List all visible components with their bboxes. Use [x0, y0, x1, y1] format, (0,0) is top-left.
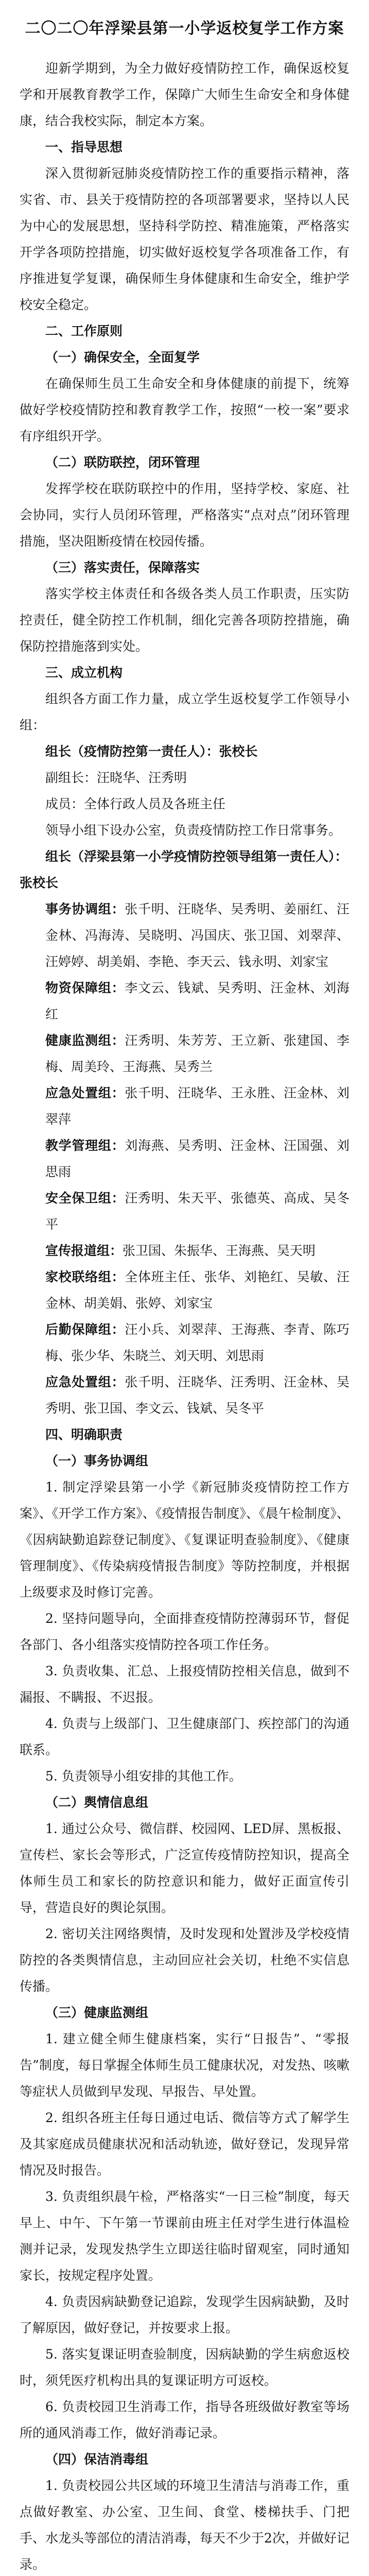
duty-item: 4. 负责因病缺勤登记追踪，发现学生因病缺勤，及时了解原因，做好登记，并按要求上报。 [20, 2294, 349, 2335]
role-label: 安全保卫组： [45, 1191, 125, 1206]
principle-1-heading: （一）确保安全，全面复学 [45, 350, 200, 365]
role-label: 家校联络组： [45, 1269, 125, 1284]
principle-3-text: 落实学校主体责任和各级各类人员工作职责，压实防控责任，健全防控工作机制，细化完善各项防控措施，确保防控措施落到实处。 [20, 586, 349, 654]
duty-item: 1. 通过公众号、微信群、校园网、LED屏、黑板报、宣传栏、家长会等形式，广泛宣传疫情防控知识，提高全体师生员工和家长的防控意识和能力，做好正面宣传引导，营造良好的舆论氛围。 [20, 1821, 349, 1915]
role-label: 物资保障组： [45, 980, 125, 995]
section-heading-3: 三、成立机构 [45, 665, 123, 680]
role-members: 全体班主任、张华、刘艳红、吴敏、汪金林、胡美娟、张婷、刘家宝 [45, 1269, 349, 1311]
org-deputy: 副组长：汪晓华、汪秀明 [45, 770, 187, 785]
role-members: 汪秀明、朱芳芳、王立新、张建国、李梅、周美玲、王海燕、吴秀兰 [45, 1033, 349, 1074]
duty-item: 3. 负责收集、汇总、上报疫情防控相关信息，做到不漏报、不瞒报、不迟报。 [20, 1664, 349, 1705]
role-members: 汪小兵、刘翠萍、王海燕、李青、陈巧梅、张少华、朱晓兰、刘天明、刘思雨 [45, 1322, 349, 1363]
duty-item: 5. 负责领导小组安排的其他工作。 [45, 1769, 242, 1784]
org-members: 成员：全体行政人员及各班主任 [45, 796, 226, 811]
principle-1-text: 在确保师生员工生命安全和身体健康的前提下，统筹做好学校疫情防控和教育教学工作，按照“一校一案”要求有序组织开学。 [20, 376, 349, 444]
role-label: 教学管理组： [45, 1138, 125, 1153]
role-members: 张千明、汪晓华、王永胜、汪金林、刘翠萍 [45, 1086, 349, 1127]
duty-heading-publicity: （二）舆情信息组 [45, 1795, 149, 1810]
org-office: 领导小组下设办公室，负责疫情防控工作日常事务。 [45, 823, 342, 838]
role-line [20, 1132, 349, 1185]
duty-item: 3. 负责组织晨午检，严格落实“一日三检”制度，每天早上、中午、下午第一节课前由班主任对学生进行体温检测并记录，发现发热学生立即送往临时留观室，同时通知家长，按规定程序处置。 [20, 2189, 349, 2283]
role-label: 应急处置组： [45, 1086, 125, 1100]
role-line [20, 1027, 349, 1080]
role-line [20, 1238, 349, 1264]
role-line [20, 1080, 349, 1132]
principle-2-text: 发挥学校在联防联控中的作用，坚持学校、家庭、社会协同，实行人员闭环管理，严格落实“点对点”闭环管理措施，坚决阻断疫情在校园传播。 [20, 481, 349, 549]
duty-item: 1. 制定浮梁县第一小学《新冠肺炎疫情防控工作方案》、《开学工作方案》、《疫情报告制度》、《晨午检制度》、《因病缺勤追踪登记制度》、《复课证明查验制度》、《健康管理制度》、《传染病疫情报告制度》等防控制度，并根据上级要求及时修订完善。 [20, 1480, 349, 1600]
intro-paragraph: 迎新学期到，为全力做好疫情防控工作，确保返校复学和开展教育教学工作，保障广大师生生命安全和身体健康，结合我校实际，制定本方案。 [20, 61, 349, 128]
role-line [20, 1185, 349, 1238]
duty-item: 6. 负责校园卫生消毒工作，指导各班级做好教室等场所的通风消毒工作，做好消毒记录。 [20, 2399, 349, 2441]
role-members: 李文云、钱斌、吴秀明、汪金林、刘海红 [45, 980, 349, 1022]
duty-item: 2. 坚持问题导向，全面排查疫情防控薄弱环节，督促各部门、各小组落实疫情防控各项工作任务。 [20, 1611, 349, 1652]
role-members: 张千明、汪晓华、吴秀明、姜丽红、汪金林、冯海涛、吴晓明、冯国庆、张卫国、刘翠萍、汪婷婷、胡美娟、李艳、李天云、钱永明、刘家宝 [45, 902, 349, 969]
duty-heading-health: （三）健康监测组 [45, 2005, 149, 2020]
section-1-text: 深入贯彻新冠肺炎疫情防控工作的重要指示精神，落实省、市、县关于疫情防控的各项部署要求，坚持以人民为中心的发展思想，坚持科学防控、精准施策，严格落实开学各项防控措施，切实做好返校复学各项准备工作，有序推进复学复课，确保师生身体健康和生命安全，维护学校安全稳定。 [20, 166, 349, 312]
org-intro: 组织各方面工作力量，成立学生返校复学工作领导小组： [20, 691, 349, 733]
section-heading-2: 二、工作原则 [45, 324, 123, 338]
role-members: 张千明、汪晓华、汪秀明、汪金林、吴秀明、张卫国、李文云、钱斌、吴冬平 [45, 1375, 349, 1416]
role-members: 张卫国、朱振华、王海燕、吴天明 [122, 1243, 316, 1258]
role-members: 汪秀明、朱天平、张德英、高成、吴冬平 [45, 1191, 349, 1232]
section-heading-1: 一、指导思想 [45, 140, 123, 155]
role-members: 刘海燕、吴秀明、汪金林、汪国强、刘思雨 [45, 1138, 349, 1179]
role-line [20, 1264, 349, 1316]
principle-2-heading: （二）联防联控，闭环管理 [45, 455, 200, 470]
duty-item: 2. 组织各班主任每日通过电话、微信等方式了解学生及其家庭成员健康状况和活动轨迹，做好登记，发现异常情况及时报告。 [20, 2110, 349, 2178]
principle-3-heading: （三）落实责任，保障落实 [45, 560, 200, 575]
section-heading-4: 四、明确职责 [45, 1427, 123, 1442]
org-leader: 组长（疫情防控第一责任人）：张校长 [45, 744, 258, 759]
duty-item: 1. 建立健全师生健康档案，实行“日报告”、“零报告”制度，每日掌握全体师生员工健康状况，对发热、咳嗽等症状人员做到早发现、早报告、早处置。 [20, 2031, 349, 2099]
role-label: 健康监测组： [45, 1033, 125, 1048]
doc-title: 二〇二〇年浮梁县第一小学返校复学工作方案 [25, 20, 344, 38]
duty-item: 2. 密切关注网络舆情，及时发现和处置涉及学校疫情防控的各类舆情信息，主动回应社会关切，杜绝不实信息传播。 [20, 1926, 349, 1994]
duty-heading-coordination: （一）事务协调组 [45, 1453, 149, 1468]
role-label: 事务协调组： [45, 902, 125, 917]
role-label: 后勤保障组： [45, 1322, 125, 1337]
role-label: 应急处置组： [45, 1375, 125, 1389]
role-label: 宣传报道组： [45, 1243, 123, 1258]
duty-heading-cleaning: （四）保洁消毒组 [45, 2452, 149, 2467]
duty-item: 1. 负责校园公共区域的环境卫生清洁与消毒工作，重点做好教室、办公室、卫生间、食堂、楼梯扶手、门把手、水龙头等部位的清洁消毒，每天不少于2次，并做好记录。 [20, 2478, 349, 2572]
role-line [20, 1369, 349, 1421]
role-line [20, 896, 349, 975]
duty-item: 5. 落实复课证明查验制度，因病缺勤的学生病愈返校时，须凭医疗机构出具的复课证明方可返校。 [20, 2347, 349, 2388]
org-subhead: 组长（浮梁县第一小学疫情防控领导组第一责任人）：张校长 [20, 849, 348, 890]
role-line [20, 1316, 349, 1369]
role-line [20, 975, 349, 1027]
duty-item: 4. 负责与上级部门、卫生健康部门、疾控部门的沟通联系。 [20, 1716, 349, 1757]
